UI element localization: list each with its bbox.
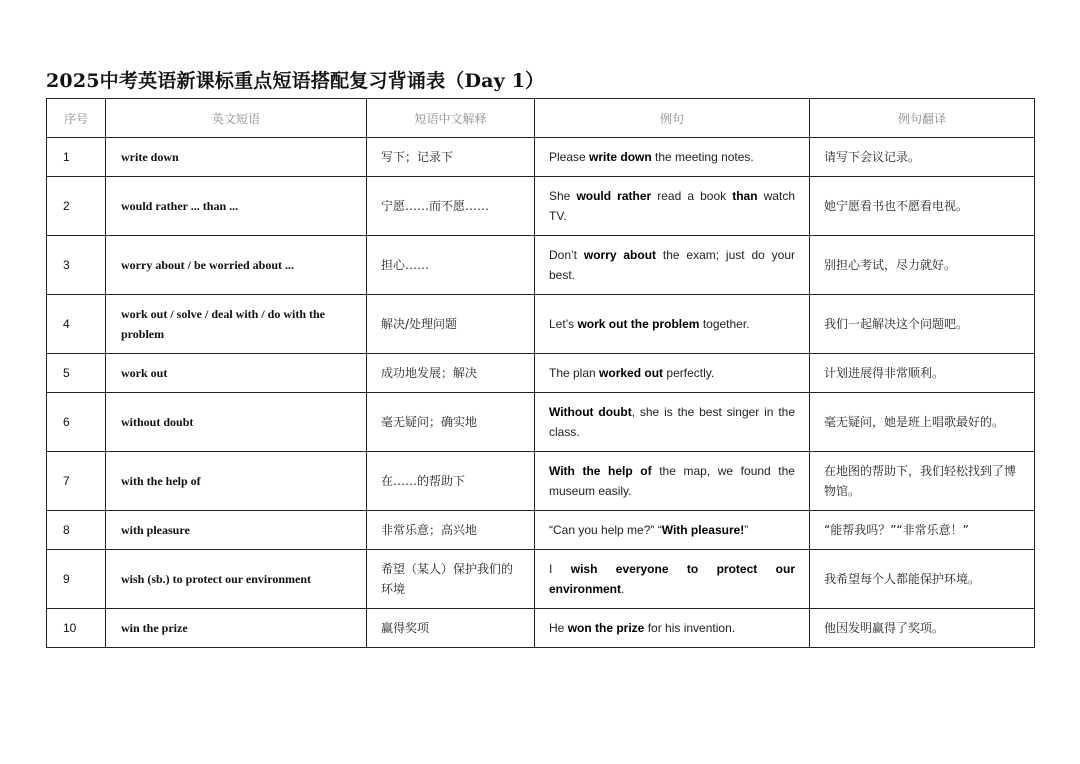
example-translation: 请写下会议记录。 — [810, 138, 1035, 177]
sentence-text: , she is the best singer in the class. — [549, 405, 795, 439]
sentence-text: the exam; just do your best. — [549, 248, 795, 282]
table-row — [47, 138, 1035, 177]
table-row — [47, 609, 1035, 648]
chinese-meaning: 赢得奖项 — [367, 609, 535, 648]
chinese-meaning: 担心…… — [367, 236, 535, 295]
example-sentence — [535, 177, 810, 236]
example-sentence — [535, 295, 810, 354]
row-index: 9 — [47, 550, 106, 609]
english-phrase: with the help of — [106, 452, 367, 511]
sentence-text: ” — [744, 523, 749, 537]
sentence-text: Don’t — [549, 248, 584, 262]
sentence-text: perfectly. — [663, 366, 715, 380]
table-row — [47, 354, 1035, 393]
row-index: 8 — [47, 511, 106, 550]
english-phrase: without doubt — [106, 393, 367, 452]
english-phrase: win the prize — [106, 609, 367, 648]
table-header-row — [47, 99, 1035, 138]
example-translation: 我们一起解决这个问题吧。 — [810, 295, 1035, 354]
example-translation: 在地图的帮助下，我们轻松找到了博物馆。 — [810, 452, 1035, 511]
example-sentence — [535, 511, 810, 550]
sentence-text: the map, we found the museum easily. — [549, 464, 795, 498]
row-index: 6 — [47, 393, 106, 452]
row-index: 7 — [47, 452, 106, 511]
row-index: 4 — [47, 295, 106, 354]
sentence-text: Let’s — [549, 317, 578, 331]
table-row — [47, 177, 1035, 236]
example-translation: 我希望每个人都能保护环境。 — [810, 550, 1035, 609]
highlighted-phrase: won the prize — [567, 621, 645, 635]
header-example-sentence: 例句 — [535, 99, 810, 138]
english-phrase: with pleasure — [106, 511, 367, 550]
example-translation: 她宁愿看书也不愿看电视。 — [810, 177, 1035, 236]
sentence-text: the meeting notes. — [651, 150, 754, 164]
sentence-text: together. — [699, 317, 750, 331]
chinese-meaning: 在……的帮助下 — [367, 452, 535, 511]
table-row — [47, 236, 1035, 295]
example-sentence — [535, 138, 810, 177]
highlighted-phrase: would rather — [576, 189, 652, 203]
english-phrase: work out / solve / deal with / do with the problem — [106, 295, 367, 354]
document-title: 2025中考英语新课标重点短语搭配复习背诵表（Day 1） — [46, 70, 545, 92]
chinese-meaning: 写下；记录下 — [367, 138, 535, 177]
sentence-text: He — [549, 621, 568, 635]
highlighted-phrase: write down — [589, 150, 652, 164]
example-translation: 毫无疑问，她是班上唱歌最好的。 — [810, 393, 1035, 452]
chinese-meaning: 成功地发展；解决 — [367, 354, 535, 393]
header-english-phrase: 英文短语 — [106, 99, 367, 138]
chinese-meaning: 非常乐意；高兴地 — [367, 511, 535, 550]
sentence-text: “Can you help me?” “ — [549, 523, 662, 537]
highlighted-phrase: worked out — [599, 366, 664, 380]
row-index: 1 — [47, 138, 106, 177]
sentence-text: for his invention. — [644, 621, 736, 635]
table-row — [47, 452, 1035, 511]
chinese-meaning: 解决/处理问题 — [367, 295, 535, 354]
highlighted-phrase: Without doubt — [549, 405, 632, 419]
english-phrase: write down — [106, 138, 367, 177]
example-sentence — [535, 452, 810, 511]
example-translation: 他因发明赢得了奖项。 — [810, 609, 1035, 648]
chinese-meaning: 宁愿……而不愿…… — [367, 177, 535, 236]
highlighted-phrase: than — [732, 189, 758, 203]
header-index: 序号 — [47, 99, 106, 138]
english-phrase: worry about / be worried about ... — [106, 236, 367, 295]
example-sentence — [535, 550, 810, 609]
table-row — [47, 550, 1035, 609]
example-translation: “能帮我吗？”“非常乐意！” — [810, 511, 1035, 550]
sentence-text: read a book — [651, 189, 733, 203]
highlighted-phrase: worry about — [583, 248, 657, 262]
sentence-text: Please — [549, 150, 590, 164]
chinese-meaning: 毫无疑问；确实地 — [367, 393, 535, 452]
table-row — [47, 295, 1035, 354]
example-sentence — [535, 354, 810, 393]
chinese-meaning: 希望（某人）保护我们的环境 — [367, 550, 535, 609]
example-sentence — [535, 609, 810, 648]
english-phrase: wish (sb.) to protect our environment — [106, 550, 367, 609]
english-phrase: work out — [106, 354, 367, 393]
sentence-text: She — [549, 189, 577, 203]
sentence-text: . — [621, 582, 625, 596]
row-index: 3 — [47, 236, 106, 295]
row-index: 5 — [47, 354, 106, 393]
example-translation: 计划进展得非常顺利。 — [810, 354, 1035, 393]
table-row — [47, 511, 1035, 550]
row-index: 2 — [47, 177, 106, 236]
example-translation: 别担心考试，尽力就好。 — [810, 236, 1035, 295]
row-index: 10 — [47, 609, 106, 648]
sentence-text: The plan — [549, 366, 600, 380]
highlighted-phrase: With pleasure! — [661, 523, 745, 537]
highlighted-phrase: wish everyone to protect our environment — [549, 562, 795, 596]
header-example-translation: 例句翻译 — [810, 99, 1035, 138]
sentence-text: watch TV. — [549, 189, 795, 223]
header-chinese-meaning: 短语中文解释 — [367, 99, 535, 138]
phrase-table — [46, 98, 1035, 648]
table-row — [47, 393, 1035, 452]
highlighted-phrase: With the help of — [549, 464, 652, 478]
example-sentence — [535, 236, 810, 295]
english-phrase: would rather ... than ... — [106, 177, 367, 236]
highlighted-phrase: work out the problem — [577, 317, 700, 331]
sentence-text: I — [549, 562, 571, 576]
example-sentence — [535, 393, 810, 452]
